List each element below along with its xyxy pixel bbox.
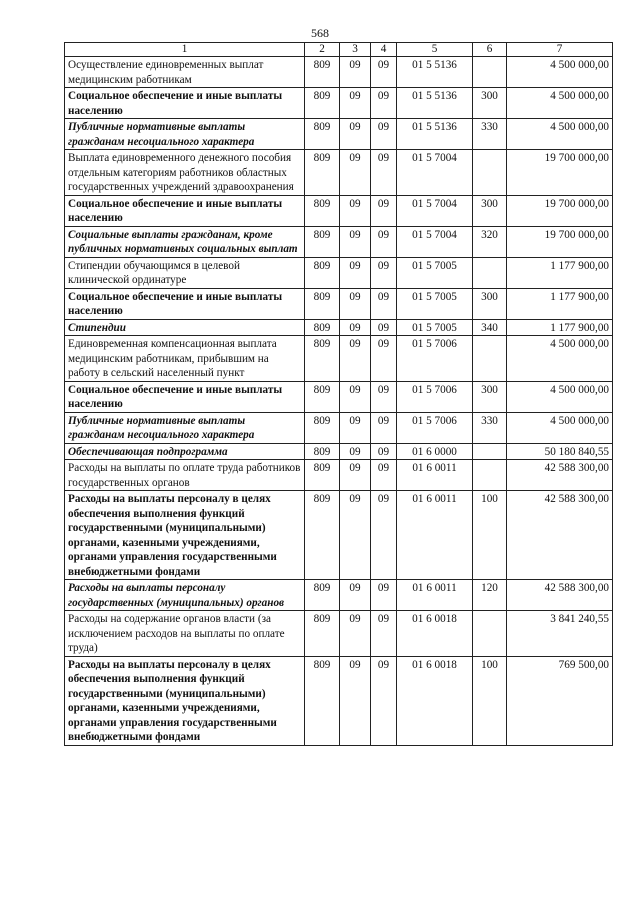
row-name: Социальное обеспечение и иные выплаты населению [65, 88, 305, 119]
row-name: Публичные нормативные выплаты гражданам несоциального характера [65, 412, 305, 443]
row-code-ministry: 809 [305, 226, 340, 257]
row-amount: 19 700 000,00 [507, 195, 613, 226]
row-code-section: 09 [340, 460, 371, 491]
row-amount: 19 700 000,00 [507, 150, 613, 196]
row-code-target: 01 5 5136 [397, 119, 473, 150]
row-code-expense-type [473, 443, 507, 460]
row-code-expense-type: 330 [473, 412, 507, 443]
row-code-target: 01 5 7004 [397, 150, 473, 196]
row-code-section: 09 [340, 443, 371, 460]
row-code-subsection: 09 [371, 412, 397, 443]
table-row [65, 491, 613, 580]
row-code-ministry: 809 [305, 319, 340, 336]
table-row [65, 226, 613, 257]
row-code-subsection: 09 [371, 491, 397, 580]
row-code-expense-type: 300 [473, 288, 507, 319]
row-amount: 4 500 000,00 [507, 88, 613, 119]
row-amount: 1 177 900,00 [507, 257, 613, 288]
row-code-target: 01 5 7005 [397, 288, 473, 319]
row-code-section: 09 [340, 88, 371, 119]
row-amount: 42 588 300,00 [507, 491, 613, 580]
row-name: Обеспечивающая подпрограмма [65, 443, 305, 460]
row-code-ministry: 809 [305, 580, 340, 611]
row-code-expense-type [473, 611, 507, 657]
row-code-ministry: 809 [305, 460, 340, 491]
row-name: Единовременная компенсационная выплата медицинским работникам, прибывшим на работу в сельский населенный пункт [65, 336, 305, 382]
row-code-expense-type: 300 [473, 381, 507, 412]
row-amount: 769 500,00 [507, 656, 613, 745]
row-code-ministry: 809 [305, 491, 340, 580]
row-amount: 42 588 300,00 [507, 580, 613, 611]
row-code-section: 09 [340, 57, 371, 88]
row-code-ministry: 809 [305, 195, 340, 226]
row-code-expense-type: 320 [473, 226, 507, 257]
row-code-subsection: 09 [371, 336, 397, 382]
row-code-ministry: 809 [305, 288, 340, 319]
row-code-ministry: 809 [305, 336, 340, 382]
row-name: Расходы на выплаты персоналу в целях обеспечения выполнения функций государственными (муниципальными) органами, казенными учреждениями, органами управления государственными внебюджетными фондами [65, 491, 305, 580]
row-code-ministry: 809 [305, 611, 340, 657]
table-row [65, 257, 613, 288]
row-code-section: 09 [340, 119, 371, 150]
row-code-section: 09 [340, 336, 371, 382]
row-code-target: 01 6 0018 [397, 656, 473, 745]
row-code-section: 09 [340, 226, 371, 257]
row-name: Социальное обеспечение и иные выплаты населению [65, 381, 305, 412]
row-code-section: 09 [340, 288, 371, 319]
row-name: Социальные выплаты гражданам, кроме публичных нормативных социальных выплат [65, 226, 305, 257]
row-code-expense-type [473, 257, 507, 288]
row-code-ministry: 809 [305, 443, 340, 460]
row-code-expense-type: 120 [473, 580, 507, 611]
header-col-4: 4 [371, 43, 397, 57]
row-code-target: 01 6 0011 [397, 491, 473, 580]
row-amount: 19 700 000,00 [507, 226, 613, 257]
row-code-target: 01 5 7004 [397, 226, 473, 257]
row-code-subsection: 09 [371, 288, 397, 319]
row-amount: 4 500 000,00 [507, 57, 613, 88]
row-code-section: 09 [340, 257, 371, 288]
table-row [65, 580, 613, 611]
row-code-ministry: 809 [305, 150, 340, 196]
row-name: Социальное обеспечение и иные выплаты населению [65, 288, 305, 319]
row-code-subsection: 09 [371, 226, 397, 257]
row-name: Выплата единовременного денежного пособия отдельным категориям работников областных государственных учреждений здравоохранения [65, 150, 305, 196]
row-name: Расходы на выплаты по оплате труда работников государственных органов [65, 460, 305, 491]
row-name: Расходы на выплаты персоналу государственных (муниципальных) органов [65, 580, 305, 611]
row-code-ministry: 809 [305, 119, 340, 150]
row-name: Стипендии [65, 319, 305, 336]
table-row [65, 88, 613, 119]
row-code-expense-type: 300 [473, 88, 507, 119]
row-code-expense-type: 300 [473, 195, 507, 226]
row-code-expense-type: 340 [473, 319, 507, 336]
row-code-target: 01 6 0000 [397, 443, 473, 460]
row-code-section: 09 [340, 381, 371, 412]
row-code-ministry: 809 [305, 57, 340, 88]
row-code-subsection: 09 [371, 319, 397, 336]
row-amount: 4 500 000,00 [507, 336, 613, 382]
table-row [65, 336, 613, 382]
table-row [65, 412, 613, 443]
row-code-subsection: 09 [371, 88, 397, 119]
row-amount: 3 841 240,55 [507, 611, 613, 657]
header-col-7: 7 [507, 43, 613, 57]
row-amount: 1 177 900,00 [507, 319, 613, 336]
row-code-subsection: 09 [371, 656, 397, 745]
row-amount: 4 500 000,00 [507, 412, 613, 443]
row-code-target: 01 5 7005 [397, 257, 473, 288]
table-row [65, 443, 613, 460]
header-col-5: 5 [397, 43, 473, 57]
row-name: Расходы на выплаты персоналу в целях обеспечения выполнения функций государственными (муниципальными) органами, казенными учреждениями, органами управления государственными внебюджетными фондами [65, 656, 305, 745]
row-code-expense-type [473, 57, 507, 88]
row-name: Стипендии обучающимся в целевой клинической ординатуре [65, 257, 305, 288]
row-amount: 1 177 900,00 [507, 288, 613, 319]
row-amount: 4 500 000,00 [507, 381, 613, 412]
row-code-target: 01 6 0011 [397, 580, 473, 611]
page-number: 568 [311, 26, 329, 40]
header-col-6: 6 [473, 43, 507, 57]
header-col-1: 1 [65, 43, 305, 57]
header-col-3: 3 [340, 43, 371, 57]
row-code-ministry: 809 [305, 656, 340, 745]
table-row [65, 119, 613, 150]
row-code-section: 09 [340, 150, 371, 196]
row-code-target: 01 5 5136 [397, 57, 473, 88]
row-code-expense-type [473, 150, 507, 196]
row-code-subsection: 09 [371, 460, 397, 491]
row-name: Осуществление единовременных выплат медицинским работникам [65, 57, 305, 88]
row-code-target: 01 5 7004 [397, 195, 473, 226]
table-row [65, 611, 613, 657]
row-code-target: 01 5 7006 [397, 381, 473, 412]
row-code-subsection: 09 [371, 57, 397, 88]
table-row [65, 150, 613, 196]
table-row [65, 656, 613, 745]
row-code-subsection: 09 [371, 381, 397, 412]
header-col-2: 2 [305, 43, 340, 57]
row-code-section: 09 [340, 319, 371, 336]
row-code-ministry: 809 [305, 257, 340, 288]
table-row [65, 195, 613, 226]
row-code-subsection: 09 [371, 257, 397, 288]
row-code-target: 01 5 5136 [397, 88, 473, 119]
row-code-expense-type: 330 [473, 119, 507, 150]
table-row [65, 381, 613, 412]
row-code-section: 09 [340, 611, 371, 657]
row-code-section: 09 [340, 656, 371, 745]
row-code-ministry: 809 [305, 412, 340, 443]
row-name: Расходы на содержание органов власти (за исключением расходов на выплаты по оплате труда) [65, 611, 305, 657]
row-code-section: 09 [340, 412, 371, 443]
row-code-subsection: 09 [371, 119, 397, 150]
table-row [65, 288, 613, 319]
row-code-expense-type: 100 [473, 656, 507, 745]
row-amount: 42 588 300,00 [507, 460, 613, 491]
row-code-expense-type [473, 460, 507, 491]
row-code-target: 01 5 7006 [397, 412, 473, 443]
row-code-target: 01 5 7005 [397, 319, 473, 336]
row-code-target: 01 5 7006 [397, 336, 473, 382]
row-amount: 50 180 840,55 [507, 443, 613, 460]
table-row [65, 460, 613, 491]
row-code-subsection: 09 [371, 443, 397, 460]
row-name: Публичные нормативные выплаты гражданам несоциального характера [65, 119, 305, 150]
row-code-subsection: 09 [371, 195, 397, 226]
row-code-ministry: 809 [305, 381, 340, 412]
row-code-section: 09 [340, 195, 371, 226]
row-code-section: 09 [340, 580, 371, 611]
row-code-expense-type [473, 336, 507, 382]
row-amount: 4 500 000,00 [507, 119, 613, 150]
row-code-ministry: 809 [305, 88, 340, 119]
row-code-subsection: 09 [371, 611, 397, 657]
row-code-expense-type: 100 [473, 491, 507, 580]
row-code-section: 09 [340, 491, 371, 580]
row-code-target: 01 6 0018 [397, 611, 473, 657]
table-row [65, 57, 613, 88]
table-row [65, 319, 613, 336]
table-header-row [65, 43, 613, 57]
row-code-target: 01 6 0011 [397, 460, 473, 491]
budget-table [64, 42, 613, 746]
row-code-subsection: 09 [371, 150, 397, 196]
row-code-subsection: 09 [371, 580, 397, 611]
row-name: Социальное обеспечение и иные выплаты населению [65, 195, 305, 226]
